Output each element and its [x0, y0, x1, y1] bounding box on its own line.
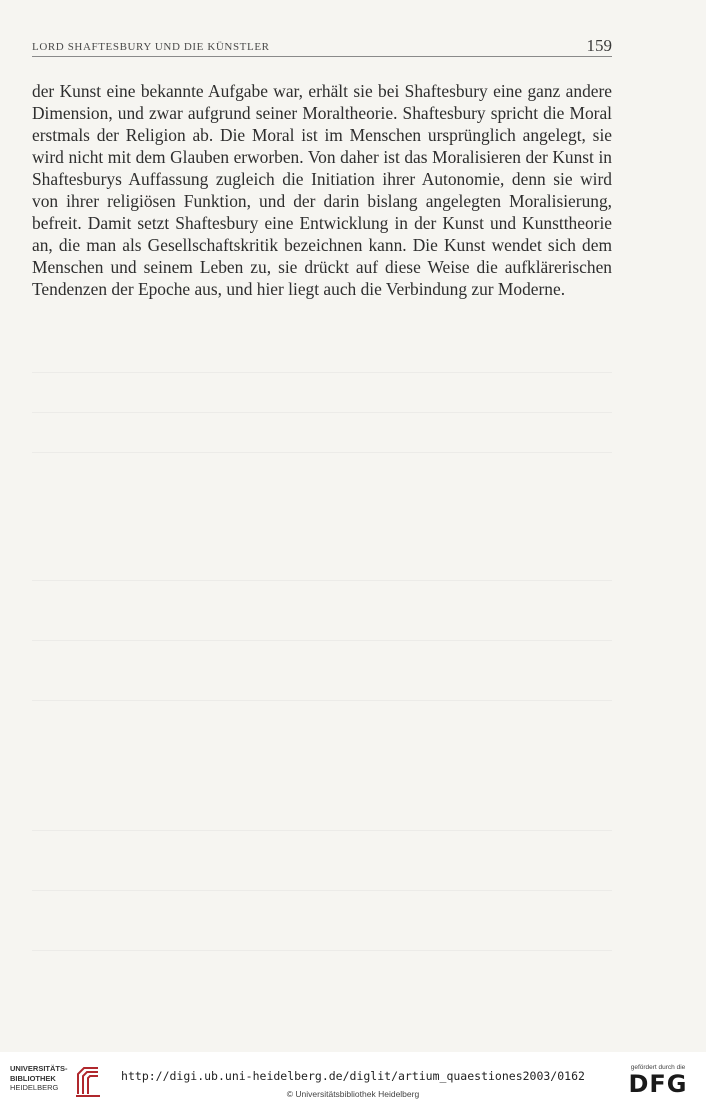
library-name-line2: BIBLIOTHEK	[10, 1073, 56, 1083]
show-through-line	[32, 890, 612, 891]
show-through-line	[32, 700, 612, 701]
running-title: LORD SHAFTESBURY UND DIE KÜNSTLER	[32, 41, 270, 53]
show-through-line	[32, 580, 612, 581]
funding-label: gefördert durch die	[630, 1064, 686, 1071]
show-through-line	[32, 830, 612, 831]
copyright-notice: © Universitätsbibliothek Heidelberg	[286, 1089, 420, 1099]
permalink-url[interactable]: http://digi.ub.uni-heidelberg.de/diglit/artium_quaestiones2003/0162	[121, 1069, 585, 1083]
running-head	[32, 36, 612, 57]
body-paragraph: der Kunst eine bekannte Aufgabe war, erhält sie bei Shaftesbury eine ganz andere Dimension, und zwar aufgrund seiner Moraltheorie. Shaftesbury spricht die Moral erstmals der Religion ab. Die Moral ist im Menschen ursprünglich angelegt, sie wird nicht mit dem Glauben erworben. Von daher ist das Moralisieren der Kunst in Shaftesburys Auffassung zugleich die Initiation ihrer Autonomie, denn sie wird von ihrer religiösen Funktion, und der darin bislang angelegten Moralisierung, befreit. Damit setzt Shaftesbury eine Entwicklung in der Kunst und Kunsttheorie an, die man als Gesellschaftskritik bezeichnen kann. Die Kunst wendet sich dem Menschen und seinem Leben zu, sie drückt auf diese Weise die aufklärerischen Tendenzen der Epoche aus, und hier liegt auch die Verbindung zur Moderne.	[32, 81, 612, 299]
library-name-line1: UNIVERSITÄTS-	[10, 1064, 68, 1073]
viewer-footer	[0, 1052, 706, 1109]
dfg-logo-icon: DFG	[628, 1070, 688, 1098]
show-through-line	[32, 950, 612, 951]
show-through-line	[32, 452, 612, 453]
show-through-line	[32, 412, 612, 413]
show-through-line	[32, 372, 612, 373]
dfg-badge[interactable]	[622, 1064, 694, 1096]
library-name-line3: HEIDELBERG	[10, 1083, 59, 1092]
page-number: 159	[586, 36, 612, 55]
show-through-line	[32, 640, 612, 641]
